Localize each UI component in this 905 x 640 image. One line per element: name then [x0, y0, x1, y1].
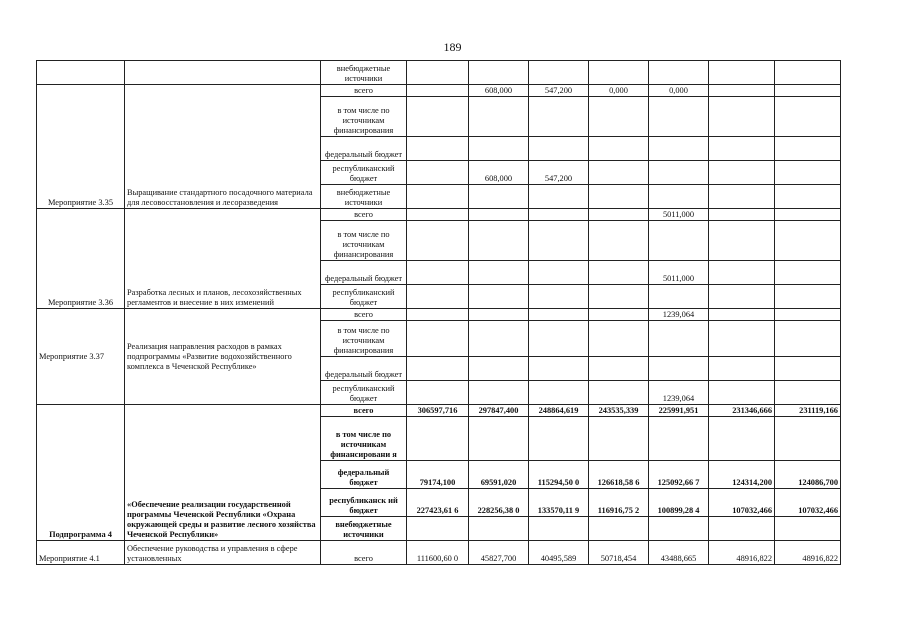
event-code: Мероприятие 4.1 [37, 541, 125, 565]
value-cell [709, 517, 775, 541]
source-cell: в том числе по источникам финансирования [321, 97, 407, 137]
value-cell [529, 517, 589, 541]
subprogram-4 [37, 405, 841, 541]
value-cell: 0,000 [649, 85, 709, 97]
value-cell [407, 161, 469, 185]
value-cell [775, 357, 841, 381]
value-cell: 45827,700 [469, 541, 529, 565]
value-cell [469, 97, 529, 137]
value-cell [775, 97, 841, 137]
value-cell [407, 357, 469, 381]
value-cell [469, 381, 529, 405]
value-cell [469, 185, 529, 209]
value-cell [775, 209, 841, 221]
value-cell [529, 357, 589, 381]
value-cell: 40495,589 [529, 541, 589, 565]
value-cell [775, 137, 841, 161]
value-cell [529, 309, 589, 321]
value-cell [589, 321, 649, 357]
value-cell [407, 285, 469, 309]
event-code: Мероприятие 3.36 [37, 209, 125, 309]
value-cell [649, 321, 709, 357]
value-cell [589, 261, 649, 285]
value-cell: 111600,60 0 [407, 541, 469, 565]
value-cell [529, 137, 589, 161]
source-cell: федеральный бюджет [321, 137, 407, 161]
value-cell [407, 97, 469, 137]
value-cell: 50718,454 [589, 541, 649, 565]
event-code: Подпрограмма 4 [37, 405, 125, 541]
value-cell [775, 85, 841, 97]
source-cell: в том числе по источникам финансирования [321, 221, 407, 261]
value-cell: 133570,11 9 [529, 489, 589, 517]
source-cell: республиканский бюджет [321, 381, 407, 405]
value-cell [407, 417, 469, 461]
value-cell [775, 309, 841, 321]
value-cell [709, 209, 775, 221]
value-cell: 107032,466 [709, 489, 775, 517]
value-cell: 231119,166 [775, 405, 841, 417]
event-name: Реализация направления расходов в рамках подпрограммы «Развитие водохозяйственного комплекса в Чеченской Республике» [125, 309, 321, 405]
value-cell [709, 381, 775, 405]
source-cell: в том числе по источникам финансировани я [321, 417, 407, 461]
value-cell [407, 85, 469, 97]
value-cell [469, 261, 529, 285]
value-cell [709, 321, 775, 357]
value-cell [529, 261, 589, 285]
value-cell: 126618,58 6 [589, 461, 649, 489]
table-row [37, 209, 841, 221]
source-cell: всего [321, 85, 407, 97]
event-3-36 [37, 209, 841, 309]
value-cell [407, 209, 469, 221]
source-cell: федеральный бюджет [321, 261, 407, 285]
value-cell: 124314,200 [709, 461, 775, 489]
source-cell: внебюджетные источники [321, 185, 407, 209]
value-cell [529, 185, 589, 209]
source-cell: федеральный бюджет [321, 461, 407, 489]
source-cell: всего [321, 209, 407, 221]
value-cell [469, 285, 529, 309]
value-cell [709, 285, 775, 309]
value-cell: 1239,064 [649, 309, 709, 321]
value-cell: 227423,61 6 [407, 489, 469, 517]
value-cell: 48916,822 [709, 541, 775, 565]
value-cell [469, 209, 529, 221]
value-cell [589, 185, 649, 209]
table-row [37, 541, 841, 565]
value-cell: 43488,665 [649, 541, 709, 565]
value-cell [529, 221, 589, 261]
value-cell [589, 357, 649, 381]
value-cell [709, 357, 775, 381]
value-cell [709, 85, 775, 97]
value-cell [775, 381, 841, 405]
value-cell [529, 321, 589, 357]
value-cell [589, 381, 649, 405]
value-cell: 228256,38 0 [469, 489, 529, 517]
value-cell: 1239,064 [649, 381, 709, 405]
table-row [37, 85, 841, 97]
event-code: Мероприятие 3.35 [37, 85, 125, 209]
value-cell [709, 161, 775, 185]
value-cell [775, 417, 841, 461]
source-cell: федеральный бюджет [321, 357, 407, 381]
value-cell: 115294,50 0 [529, 461, 589, 489]
value-cell [469, 357, 529, 381]
value-cell [469, 221, 529, 261]
value-cell [529, 209, 589, 221]
value-cell: 107032,466 [775, 489, 841, 517]
value-cell [649, 137, 709, 161]
value-cell [775, 321, 841, 357]
event-code: Мероприятие 3.37 [37, 309, 125, 405]
value-cell [775, 517, 841, 541]
value-cell [589, 221, 649, 261]
value-cell [529, 285, 589, 309]
value-cell [775, 221, 841, 261]
value-cell: 248864,619 [529, 405, 589, 417]
value-cell: 100899,28 4 [649, 489, 709, 517]
value-cell [589, 417, 649, 461]
value-cell [709, 221, 775, 261]
value-cell [649, 185, 709, 209]
value-cell [649, 97, 709, 137]
value-cell [589, 161, 649, 185]
value-cell [529, 97, 589, 137]
table-row [37, 309, 841, 321]
value-cell [775, 161, 841, 185]
value-cell: 306597,716 [407, 405, 469, 417]
value-cell: 48916,822 [775, 541, 841, 565]
value-cell [469, 417, 529, 461]
source-cell: всего [321, 309, 407, 321]
value-cell [469, 137, 529, 161]
value-cell [589, 285, 649, 309]
event-4-1 [37, 541, 841, 565]
source-cell: в том числе по источникам финансирования [321, 321, 407, 357]
value-cell [589, 137, 649, 161]
event-3-35 [37, 85, 841, 209]
value-cell: 608,000 [469, 85, 529, 97]
value-cell: 231346,666 [709, 405, 775, 417]
source-cell: всего [321, 405, 407, 417]
value-cell [407, 221, 469, 261]
page-number: 189 [443, 40, 462, 54]
value-cell: 225991,951 [649, 405, 709, 417]
value-cell [709, 417, 775, 461]
value-cell [407, 517, 469, 541]
source-cell: всего [321, 541, 407, 565]
value-cell: 69591,020 [469, 461, 529, 489]
value-cell: 608,000 [469, 161, 529, 185]
value-cell: 547,200 [529, 161, 589, 185]
event-name: Разработка лесных и планов, лесохозяйственных регламентов и внесение в них изменений [125, 209, 321, 309]
value-cell [649, 285, 709, 309]
table-row [37, 61, 841, 85]
value-cell: 125092,66 7 [649, 461, 709, 489]
event-name: Выращивание стандартного посадочного материала для лесовосстановления и лесоразведения [125, 85, 321, 209]
value-cell [589, 517, 649, 541]
value-cell: 5011,000 [649, 209, 709, 221]
value-cell: 243535,339 [589, 405, 649, 417]
table-row [37, 405, 841, 417]
source-cell: внебюджетные источники [321, 61, 407, 85]
source-cell: республиканский бюджет [321, 285, 407, 309]
source-cell: республиканск ий бюджет [321, 489, 407, 517]
value-cell [407, 381, 469, 405]
value-cell [649, 417, 709, 461]
value-cell [649, 517, 709, 541]
value-cell [529, 417, 589, 461]
value-cell [469, 309, 529, 321]
source-cell: внебюджетные источники [321, 517, 407, 541]
value-cell [775, 185, 841, 209]
value-cell [469, 321, 529, 357]
value-cell: 0,000 [589, 85, 649, 97]
value-cell [775, 285, 841, 309]
value-cell: 79174,100 [407, 461, 469, 489]
value-cell: 547,200 [529, 85, 589, 97]
event-name: «Обеспечение реализации государственной программы Чеченской Республики «Охрана окружающей среды и развитие лесного хозяйства Чеченской Республики» [125, 405, 321, 541]
value-cell [529, 381, 589, 405]
source-cell: республиканский бюджет [321, 161, 407, 185]
value-cell [407, 137, 469, 161]
value-cell [589, 209, 649, 221]
value-cell [589, 309, 649, 321]
value-cell: 124086,700 [775, 461, 841, 489]
value-cell [709, 309, 775, 321]
event-name: Обеспечение руководства и управления в сфере установленных [125, 541, 321, 565]
value-cell [709, 97, 775, 137]
value-cell [407, 185, 469, 209]
value-cell [407, 261, 469, 285]
value-cell [649, 221, 709, 261]
value-cell [649, 357, 709, 381]
value-cell [589, 97, 649, 137]
value-cell [709, 137, 775, 161]
value-cell: 116916,75 2 [589, 489, 649, 517]
value-cell [407, 321, 469, 357]
value-cell: 297847,400 [469, 405, 529, 417]
value-cell [709, 185, 775, 209]
value-cell [709, 261, 775, 285]
event-3-37 [37, 309, 841, 405]
value-cell [649, 161, 709, 185]
value-cell [775, 261, 841, 285]
value-cell: 5011,000 [649, 261, 709, 285]
value-cell [407, 309, 469, 321]
funding-table [36, 60, 841, 565]
value-cell [469, 517, 529, 541]
